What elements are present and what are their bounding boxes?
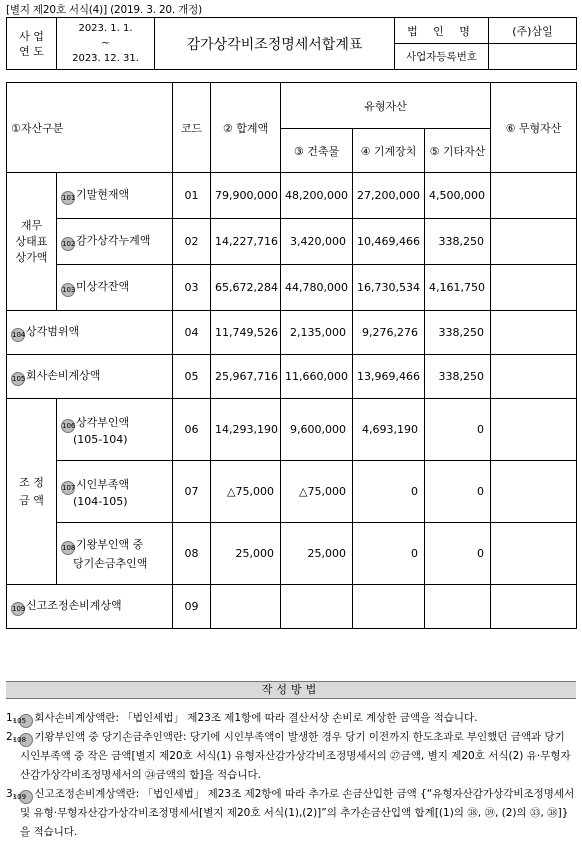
group-adj-label: 조 정 금 액 [7,399,57,585]
cell-machine: 16,730,534 [353,265,425,311]
row-label [57,173,173,219]
item-number-icon: 109 [11,602,25,616]
item-number-icon: 102 [61,237,75,251]
corp-name-value: (주)삼일 [489,18,577,44]
row-label [57,461,173,523]
instruction-number: 2. [6,731,17,743]
form-frame [6,17,576,629]
cell-machine: 27,200,000 [353,173,425,219]
cell-total: 14,293,190 [211,399,281,461]
cell-other: 4,500,000 [425,173,491,219]
cell-other: 0 [425,461,491,523]
bizno-value [489,44,577,70]
period-label: 사 업 연 도 [7,18,57,70]
cell-intangible [491,219,577,265]
row-label [57,219,173,265]
instruction-text: 기왕부인액 중 당기손금추인액란: 당기에 시인부족액이 발생한 경우 당기 이전까지 한도초과로 부인했던 금액과 당기 시인부족액 중 작은 금액[별지 제20호 서식(1) 유형자산감가상각비조정명세서의 ㉗금액, 별지 제20호 서식(2) 유·무형자산감가상각비조정명세서의 ㉔금액의 합]을 적습니다. [20,731,571,781]
period-start: 2023. 1. 1. [78,23,133,34]
item-number-icon: 109 [19,790,33,804]
item-number-icon: 104 [11,328,25,342]
cell-machine: 4,693,190 [353,399,425,461]
table-row [7,585,577,629]
cell-intangible [491,173,577,219]
table-row [7,173,577,219]
row-code: 05 [173,355,211,399]
instruction-number: 1. [6,712,17,724]
cell-building [281,585,353,629]
table-row [7,265,577,311]
row-label [7,585,173,629]
col-building: ③ 건축물 [281,129,353,173]
row-code: 02 [173,219,211,265]
col-intangible: ⑥ 무형자산 [491,83,577,173]
cell-machine: 0 [353,461,425,523]
table-row [7,355,577,399]
row-label-text: 시인부족액 [76,477,130,491]
row-label-sub: 당기손금추인액 [73,557,148,570]
cell-machine: 10,469,466 [353,219,425,265]
table-row [7,399,577,461]
cell-intangible [491,265,577,311]
cell-other: 0 [425,399,491,461]
col-code: 코드 [173,83,211,173]
row-code: 08 [173,523,211,585]
cell-other [425,585,491,629]
form-title: 감가상각비조정명세서합계표 [155,18,395,70]
cell-other: 338,250 [425,311,491,355]
col-tangible: 유형자산 [281,83,491,129]
row-code: 01 [173,173,211,219]
row-label [7,355,173,399]
item-number-icon: 107 [61,481,75,495]
cell-machine: 9,276,276 [353,311,425,355]
row-label-text: 기말현재액 [76,188,130,201]
cell-intangible [491,523,577,585]
cell-total [211,585,281,629]
cell-total: 11,749,526 [211,311,281,355]
period-range [57,18,155,70]
cell-building: 2,135,000 [281,311,353,355]
instruction-text: 회사손비계상액란: 「법인세법」 제23조 제1항에 따라 결산서상 손비로 계상한 금액을 적습니다. [34,712,478,724]
cell-machine [353,585,425,629]
row-label-text: 상각부인액 [76,415,130,429]
instruction-item [6,785,576,842]
row-label-text: 감가상각누계액 [76,234,151,247]
cell-total: 65,672,284 [211,265,281,311]
row-code: 07 [173,461,211,523]
row-label-text: 미상각잔액 [76,280,130,293]
bizno-label: 사업자등록번호 [395,44,489,70]
cell-building: 25,000 [281,523,353,585]
row-code: 04 [173,311,211,355]
cell-other: 338,250 [425,219,491,265]
table-row [7,523,577,585]
cell-total: 25,967,716 [211,355,281,399]
item-number-icon: 105 [19,714,33,728]
instruction-text: 신고조정손비계상액란: 「법인세법」 제23조 제2항에 따라 추가로 손금산입한 금액 {“유형자산감가상각비조정명세서 및 유형·무형자산감가상각비조정명세서[별지 제20호 서식(1),(2)]”의 추가손금산입액 합계[(1)의 ㊳, ㊴, (2)의 ㉝, ㊳]}을 적습니다. [20,788,575,838]
item-number-icon: 101 [61,191,75,205]
row-label-text: 기왕부인액 중 [76,538,144,551]
group-fs-label: 재무 상태표 상가액 [7,173,57,311]
cell-other: 338,250 [425,355,491,399]
row-label [57,523,173,585]
cell-building: 11,660,000 [281,355,353,399]
cell-other: 0 [425,523,491,585]
cell-machine: 0 [353,523,425,585]
col-other: ⑤ 기타자산 [425,129,491,173]
period-end: 2023. 12. 31. [72,53,139,64]
table-row [7,219,577,265]
cell-intangible [491,355,577,399]
table-body [7,173,577,629]
cell-building: 9,600,000 [281,399,353,461]
col-asset-type: ①자산구분 [7,83,173,173]
depreciation-table [6,82,577,629]
row-label [57,265,173,311]
cell-building: △75,000 [281,461,353,523]
row-label-text: 신고조정손비계상액 [26,599,122,612]
section-title: 작성방법 [6,681,576,699]
cell-total: 25,000 [211,523,281,585]
cell-building: 3,420,000 [281,219,353,265]
cell-intangible [491,399,577,461]
period-dash: ~ [101,38,110,49]
item-number-icon: 108 [19,733,33,747]
item-number-icon: 105 [11,372,25,386]
item-number-icon: 108 [61,541,75,555]
instruction-number: 3. [6,788,17,800]
cell-total: 14,227,716 [211,219,281,265]
instruction-item [6,709,576,728]
row-code: 03 [173,265,211,311]
form-number: [별지 제20호 서식(4)] (2019. 3. 20. 개정) [6,4,202,16]
cell-total: 79,900,000 [211,173,281,219]
row-label-sub: (104-105) [73,494,128,508]
row-code: 06 [173,399,211,461]
corp-name-label: 법 인 명 [395,18,489,44]
cell-machine: 13,969,466 [353,355,425,399]
row-label-text: 회사손비계상액 [26,369,101,382]
cell-total: △75,000 [211,461,281,523]
cell-building: 44,780,000 [281,265,353,311]
row-label-sub: (105-104) [73,432,128,446]
item-number-icon: 106 [61,419,75,433]
table-row [7,311,577,355]
cell-building: 48,200,000 [281,173,353,219]
row-code: 09 [173,585,211,629]
instruction-item [6,728,576,785]
cell-intangible [491,311,577,355]
col-total: ② 합계액 [211,83,281,173]
instructions [6,709,576,842]
col-machine: ④ 기계장치 [353,129,425,173]
row-label [7,311,173,355]
form-header [6,17,577,70]
cell-other: 4,161,750 [425,265,491,311]
cell-intangible [491,461,577,523]
row-label-text: 상각범위액 [26,325,80,338]
item-number-icon: 103 [61,283,75,297]
cell-intangible [491,585,577,629]
table-row [7,461,577,523]
row-label [57,399,173,461]
